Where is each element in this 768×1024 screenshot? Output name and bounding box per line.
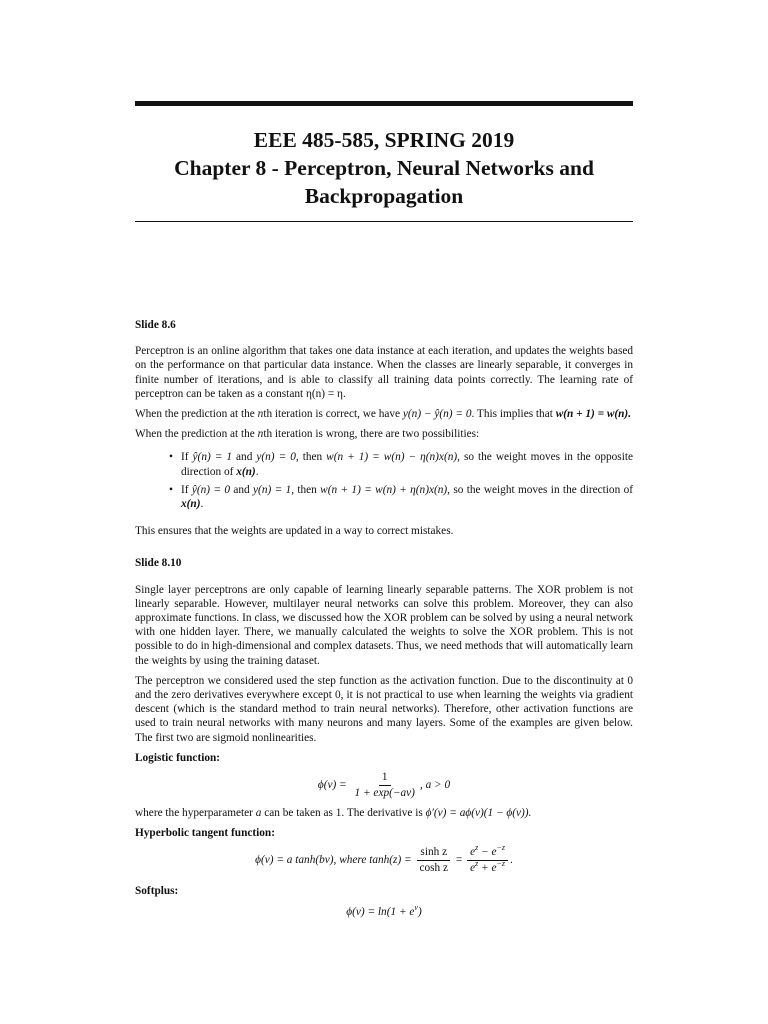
list-item: • If ŷ(n) = 1 and y(n) = 0, then w(n + 1) = w(n) − η(n)x(n), so the weight moves in the opposite direction of x(n). [135, 450, 633, 478]
softplus-heading: Softplus: [135, 885, 179, 898]
chapter-title-line1: Chapter 8 - Perceptron, Neural Networks and [174, 156, 594, 180]
paragraph-xor: Single layer perceptrons are only capable of learning linearly separable patterns. The XOR problem is not linearly separable. However, multilayer neural networks can solve this problem. Moreover, they can also approximate functions. In class, we discussed how the XOR problem can be solved by using a neural network with one hidden layer. There, we manually calculated the weights to solve the XOR problem. This is not possible to do in high-dimensional and complex datasets. Thus, we need methods that will automatically learn the weights by using the training dataset. [135, 583, 633, 667]
paragraph-correct-prediction: When the prediction at the nth iteration is correct, we have y(n) − ŷ(n) = 0. This implies that w(n + 1) = w(n). [135, 408, 632, 421]
softplus-equation: $\phi(v) = \ln(1 + e^v)$ [346, 902, 422, 918]
possibilities-list [135, 450, 633, 511]
paragraph-ensures: This ensures that the weights are updated in a way to correct mistakes. [135, 525, 454, 538]
logistic-note: where the hyperparameter a can be taken as 1. The derivative is ϕ′(v) = aϕ(v)(1 − ϕ(v)). [135, 807, 532, 820]
logistic-numerator: 1 [379, 771, 391, 786]
tanh-numerator-2: $e^z - e^{-z}$ [467, 846, 508, 861]
tanh-denominator-1: cosh z [419, 862, 449, 875]
chapter-title-line2: Backpropagation [304, 184, 464, 208]
tanh-denominator-2: $e^z + e^{-z}$ [470, 859, 506, 875]
top-thick-rule [135, 101, 633, 106]
tanh-numerator-1: sinh z [417, 846, 450, 861]
logistic-equation: ϕ(v) = $\frac{1}{1 + \exp(-av)}$ , a > 0 [317, 771, 451, 800]
tanh-heading: Hyperbolic tangent function: [135, 827, 275, 840]
tanh-equation: ϕ(v) = a tanh(bv), where tanh(z) = $\frac{\text{sinh z}}{\text{cosh z}}$ = $\frac{e^z - e^{-z}}{e^z + e^{-z}}$ . [255, 843, 513, 875]
course-title: EEE 485-585, SPRING 2019 [253, 128, 515, 152]
document-title [135, 126, 633, 210]
section-heading-slide-8-10: Slide 8.10 [135, 557, 182, 570]
logistic-heading: Logistic function: [135, 751, 221, 764]
list-item: • If ŷ(n) = 0 and y(n) = 1, then w(n + 1) = w(n) + η(n)x(n), so the weight moves in the direction of x(n). [135, 483, 633, 511]
paragraph-wrong-prediction: When the prediction at the nth iteration is wrong, there are two possibilities: [135, 428, 480, 441]
paragraph-perceptron-intro: Perceptron is an online algorithm that takes one data instance at each iteration, and updates the weights based on the performance on that particular data instance. When the classes are linearly separable, it converges in finite number of iterations, and is able to classify all training data points correctly. The learning rate of perceptron can be taken as a constant η(n) = η. [135, 345, 633, 400]
logistic-denominator: 1 + exp(−av) [354, 787, 415, 800]
paragraph-activation: The perceptron we considered used the step function as the activation function. Due to the discontinuity at 0 and the zero derivatives everywhere except 0, it is not practical to use when learning the weights via gradient descent (which is the standard method to train neural networks). Therefore, other activation functions are used to train neural networks with many neurons and many layers. Some of the examples are given below. The first two are sigmoid nonlinearities. [135, 674, 633, 744]
document-body [135, 318, 633, 919]
title-bottom-rule [135, 221, 633, 222]
section-heading-slide-8-6: Slide 8.6 [135, 319, 176, 331]
